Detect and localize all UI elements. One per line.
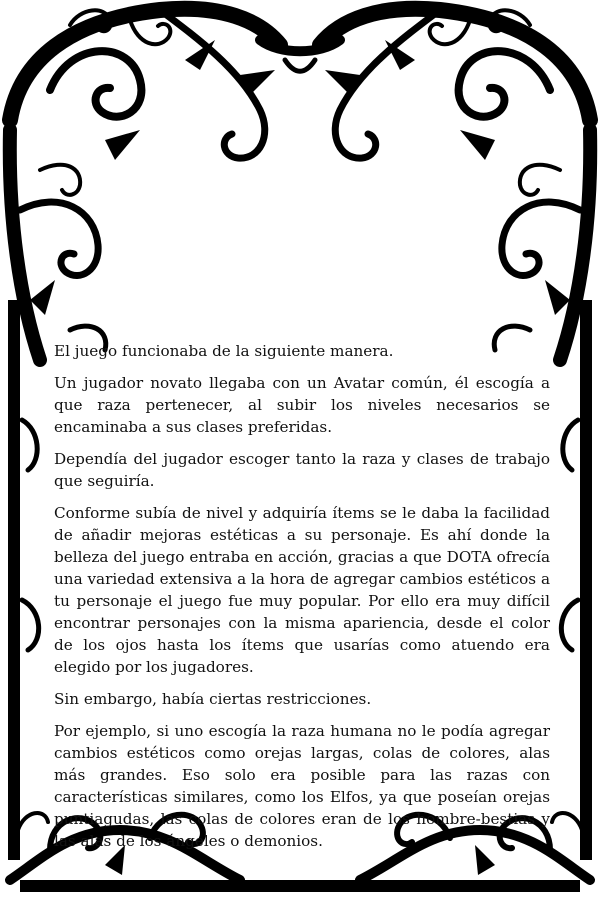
- story-text: [54, 340, 550, 862]
- paragraph: Por ejemplo, si uno escogía la raza humana no le podía agregar cambios estéticos como orejas largas, colas de colores, alas más grandes. Eso solo era posible para las razas con características similares, como los Elfos, ya que poseían orejas puntiagudas, las colas de colores eran de los hombre-bestias y las alas de los ángeles o demonios.: [54, 722, 550, 850]
- paragraph: Un jugador novato llegaba con un Avatar común, él escogía a que raza pertenecer, al subir los niveles necesarios se encaminaba a sus clases preferidas.: [54, 374, 550, 436]
- paragraph: Conforme subía de nivel y adquiría ítems se le daba la facilidad de añadir mejoras estéticas a su personaje. Es ahí donde la belleza del juego entraba en acción, gracias a que DOTA ofrecía una variedad extensiva a la hora de agregar cambios estéticos a tu personaje el juego fue muy popular. Por ello era muy difícil encontrar personajes con la misma apariencia, desde el color de los ojos hasta los ítems que usarías como atuendo era elegido por los jugadores.: [54, 504, 550, 676]
- paragraph: Sin embargo, había ciertas restricciones.: [54, 690, 372, 708]
- paragraph: Dependía del jugador escoger tanto la raza y clases de trabajo que seguiría.: [54, 450, 550, 490]
- paragraph: El juego funcionaba de la siguiente manera.: [54, 342, 394, 360]
